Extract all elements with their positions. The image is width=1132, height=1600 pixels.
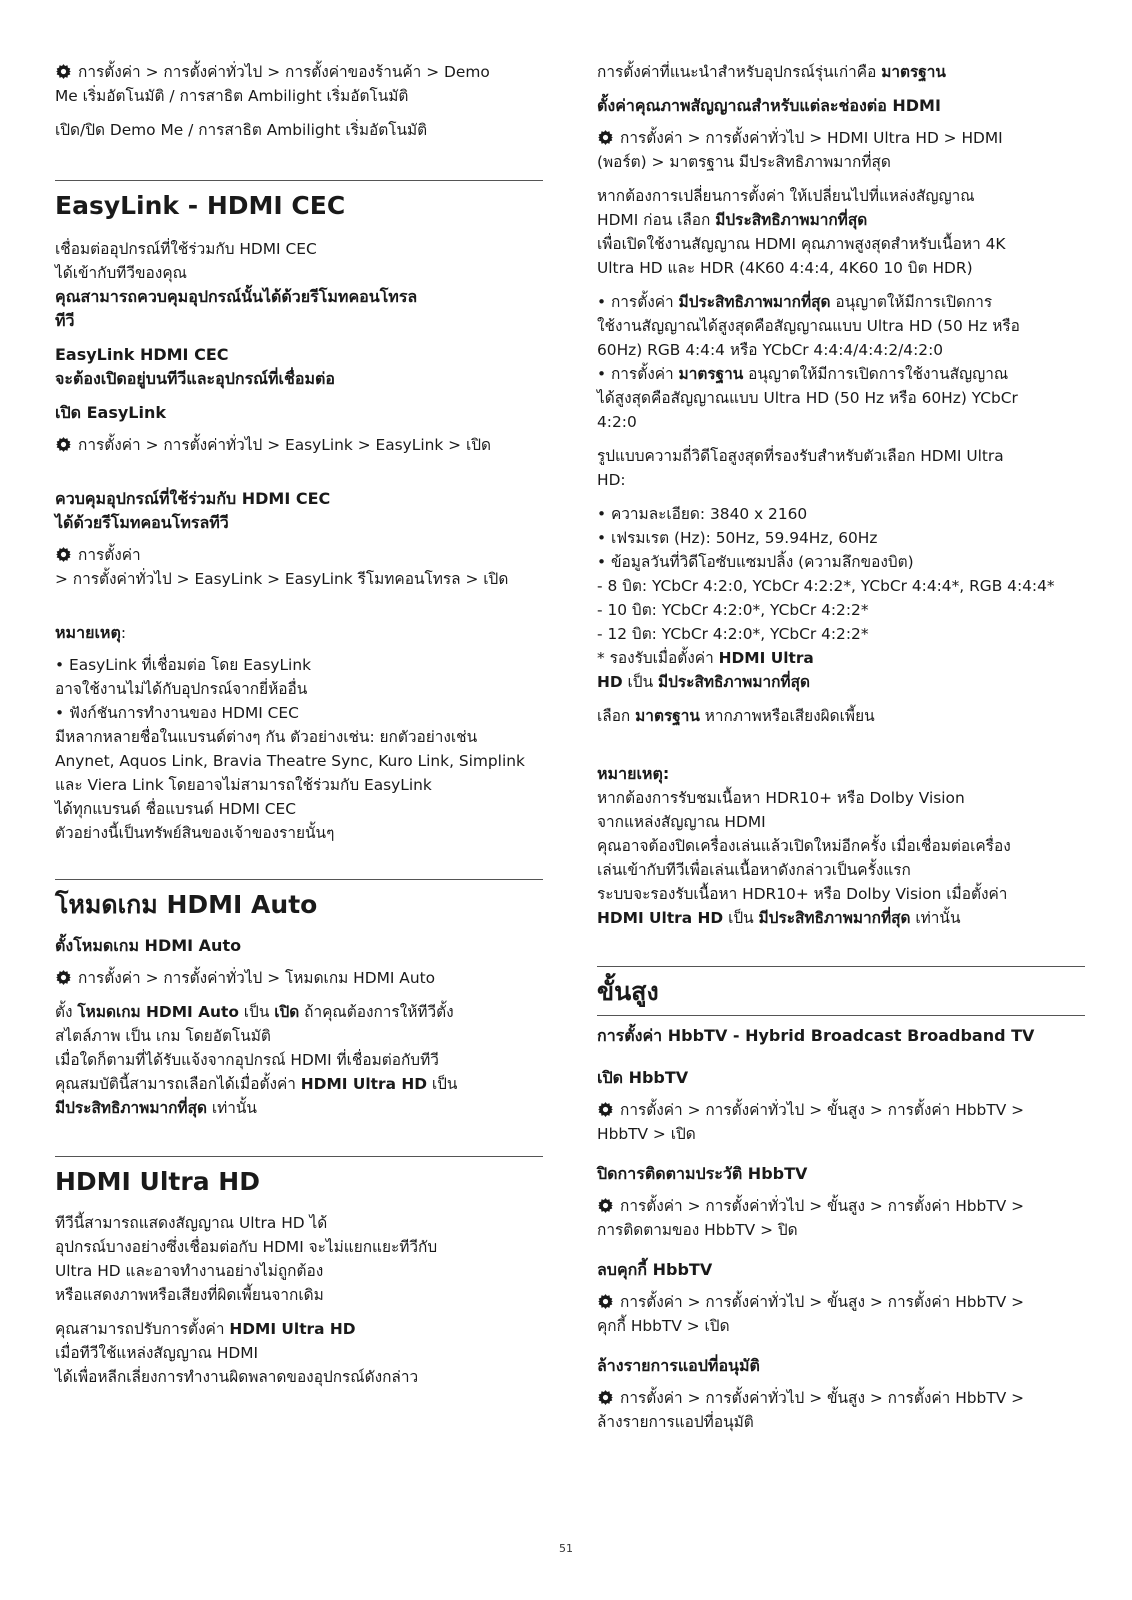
spec-line: - 8 บิต: YCbCr 4:2:0, YCbCr 4:2:2*, YCbCr 4:4:4*, RGB 4:4:4* (597, 577, 1055, 595)
gamemode-path: การตั้งค่า > การตั้งค่าทั่วไป > โหมดเกม HDMI Auto (55, 966, 543, 990)
quality-heading: ตั้งค่าคุณภาพสัญญาณสำหรับแต่ละช่องต่อ HDMI (597, 96, 941, 115)
tracking-path: การตั้งค่า > การตั้งค่าทั่วไป > ขั้นสูง > การตั้งค่า HbbTV > การติดตามของ HbbTV > ปิด (597, 1197, 1025, 1239)
hbbtv-heading: การตั้งค่า HbbTV - Hybrid Broadcast Broadband TV (597, 1026, 1035, 1045)
note-heading: หมายเหตุ: (55, 623, 127, 642)
spec-line: • เฟรมเรต (Hz): 50Hz, 59.94Hz, 60Hz (597, 529, 878, 547)
gamemode-section-title: โหมดเกม HDMI Auto (55, 890, 318, 919)
easylink-on-path: การตั้งค่า > การตั้งค่าทั่วไป > EasyLink > EasyLink > เปิด (55, 433, 543, 457)
note-line: • EasyLink ที่เชื่อมต่อ โดย EasyLink (55, 656, 312, 674)
gamemode-heading: ตั้งโหมดเกม HDMI Auto (55, 936, 242, 955)
advanced-section-title: ขั้นสูง (597, 977, 659, 1006)
easylink-on-heading: เปิด EasyLink (55, 403, 166, 422)
settings-gear-icon (55, 436, 72, 453)
spec-list: • ความละเอียด: 3840 x 2160 • เฟรมเรต (Hz): 50Hz, 59.94Hz, 60Hz • ข้อมูลวันที่วิดีโอซับแซมปลิ้ง (ความลึกของบิต) - 8 บิต: YCbCr 4:2:0, YCbCr 4:2:2*, YCbCr 4:4:4*, RGB 4:4:4* - 10 บิต: YCbCr 4:2:0*, YCbCr 4:2:2* - 12 บิต: YCbCr 4:2:0*, YCbCr 4:2:2* * รองรับเมื่อตั้งค่า HDMI Ultra HD เป็น มีประสิทธิภาพมากที่สุด (597, 502, 1085, 694)
note-list (55, 653, 543, 845)
demo-path: การตั้งค่า > การตั้งค่าทั่วไป > การตั้งค่าของร้านค้า > Demo Me เริ่มอัตโนมัติ / การสาธิต Ambilight เริ่มอัตโนมัติ (55, 63, 490, 105)
choose-standard: เลือก มาตรฐาน หากภาพหรือเสียงผิดเพี้ยน (597, 707, 875, 725)
change-instructions: หากต้องการเปลี่ยนการตั้งค่า ให้เปลี่ยนไปที่แหล่งสัญญาณ HDMI ก่อน เลือก มีประสิทธิภาพมากที่สุด เพื่อเปิดใช้งานสัญญาณ HDMI คุณภาพสูงสุดสำหรับเนื้อหา 4K Ultra HD และ HDR (4K60 4:4:4, 4K60 10 บิต HDR) (597, 187, 1006, 277)
section-divider (597, 966, 1085, 967)
note-line: มีหลากหลายชื่อในแบรนด์ต่างๆ กัน ตัวอย่างเช่น: ยกตัวอย่างเช่น (55, 728, 478, 746)
uhd-description: ทีวีนี้สามารถแสดงสัญญาณ Ultra HD ได้ อุปกรณ์บางอย่างซึ่งเชื่อมต่อกับ HDMI จะไม่แยกแยะทีวีกับ Ultra HD และอาจทำงานอย่างไม่ถูกต้อง หรือแสดงภาพหรือเสียงที่ผิดเพี้ยนจากเดิม (55, 1214, 438, 1304)
spec-line: • ความละเอียด: 3840 x 2160 (597, 505, 808, 523)
uhd-adjust: คุณสามารถปรับการตั้งค่า HDMI Ultra HD เมื่อทีวีใช้แหล่งสัญญาณ HDMI ได้เพื่อหลีกเลี่ยงการทำงานผิดพลาดของอุปกรณ์ดังกล่าว (55, 1320, 419, 1386)
note-line: และ Viera Link โดยอาจไม่สามารถใช้ร่วมกับ EasyLink (55, 776, 432, 794)
note2-heading: หมายเหตุ: (597, 764, 670, 783)
quality-path: การตั้งค่า > การตั้งค่าทั่วไป > HDMI Ultra HD > HDMI (พอร์ต) > มาตรฐาน มีประสิทธิภาพมากที่สุด (597, 129, 1003, 171)
section-divider (55, 879, 543, 880)
note-line: Anynet, Aquos Link, Bravia Theatre Sync, Kuro Link, Simplink (55, 752, 525, 770)
cookie-heading: ลบคุกกี้ HbbTV (597, 1260, 713, 1279)
option-descriptions: • การตั้งค่า มีประสิทธิภาพมากที่สุด อนุญาตให้มีการเปิดการ ใช้งานสัญญาณได้สูงสุดคือสัญญาณแบบ Ultra HD (50 Hz หรือ 60Hz) RGB 4:4:4 หรือ YCbCr 4:4:4/4:4:2/4:2:0 • การตั้งค่า มาตรฐาน อนุญาตให้มีการเปิดการใช้งานสัญญาณ ได้สูงสุดคือสัญญาณแบบ Ultra HD (50 Hz หรือ 60Hz) YCbCr 4:2:0 (597, 293, 1020, 431)
tracking-heading: ปิดการติดตามประวัติ HbbTV (597, 1164, 808, 1183)
uhd-section-title: HDMI Ultra HD (55, 1167, 260, 1196)
clear-apps-path: การตั้งค่า > การตั้งค่าทั่วไป > ขั้นสูง > การตั้งค่า HbbTV > ล้างรายการแอปที่อนุมัติ (597, 1389, 1025, 1431)
spec-line: - 12 บิต: YCbCr 4:2:0*, YCbCr 4:2:2* (597, 625, 869, 643)
remote-path: การตั้งค่า > การตั้งค่าทั่วไป > EasyLink > EasyLink รีโมทคอนโทรล > เปิด (55, 546, 509, 588)
hbbtv-on-heading: เปิด HbbTV (597, 1068, 689, 1087)
supported-formats: รูปแบบความถี่วิดีโอสูงสุดที่รองรับสำหรับตัวเลือก HDMI Ultra HD: (597, 447, 1004, 489)
spec-line: - 10 บิต: YCbCr 4:2:0*, YCbCr 4:2:2* (597, 601, 869, 619)
section-divider (55, 1156, 543, 1157)
cookie-path: การตั้งค่า > การตั้งค่าทั่วไป > ขั้นสูง > การตั้งค่า HbbTV > คุกกี้ HbbTV > เปิด (597, 1293, 1025, 1335)
page-number: 51 (559, 1542, 573, 1555)
gamemode-description: ตั้ง โหมดเกม HDMI Auto เป็น เปิด ถ้าคุณต้องการให้ทีวีตั้ง สไตล์ภาพ เป็น เกม โดยอัตโนมัติ เมื่อใดก็ตามที่ได้รับแจ้งจากอุปกรณ์ HDMI ที่เชื่อมต่อกับทีวี คุณสมบัตินี้สามารถเลือกได้เมื่อตั้งค่า HDMI Ultra HD เป็น มีประสิทธิภาพมากที่สุด เท่านั้น (55, 1003, 458, 1117)
settings-gear-icon (597, 1389, 614, 1406)
settings-gear-icon (597, 1197, 614, 1214)
note-line: ตัวอย่างนี้เป็นทรัพย์สินของเจ้าของรายนั้นๆ (55, 824, 335, 842)
right-column (597, 60, 1085, 1444)
recommended-setting: การตั้งค่าที่แนะนำสำหรับอุปกรณ์รุ่นเก่าคือ มาตรฐาน (597, 63, 946, 81)
section-divider (55, 180, 543, 181)
spec-line: • ข้อมูลวันที่วิดีโอซับแซมปลิ้ง (ความลึกของบิต) (597, 553, 914, 571)
settings-gear-icon (597, 129, 614, 146)
settings-gear-icon (55, 546, 72, 563)
demo-toggle-text: เปิด/ปิด Demo Me / การสาธิต Ambilight เริ่มอัตโนมัติ (55, 121, 428, 139)
subsection-divider (597, 1015, 1085, 1016)
left-column (55, 60, 543, 1399)
remote-heading: ควบคุมอุปกรณ์ที่ใช้ร่วมกับ HDMI CEC ได้ด้วยรีโมทคอนโทรลทีวี (55, 489, 331, 532)
settings-gear-icon (55, 63, 72, 80)
hbbtv-on-path: การตั้งค่า > การตั้งค่าทั่วไป > ขั้นสูง > การตั้งค่า HbbTV > HbbTV > เปิด (597, 1101, 1025, 1143)
note-line: • ฟังก์ชันการทำงานของ HDMI CEC (55, 704, 299, 722)
settings-gear-icon (597, 1293, 614, 1310)
note-line: อาจใช้งานไม่ได้กับอุปกรณ์จากยี่ห้ออื่น (55, 680, 308, 698)
clear-apps-heading: ล้างรายการแอปที่อนุมัติ (597, 1356, 760, 1375)
note2-list: หากต้องการรับชมเนื้อหา HDR10+ หรือ Dolby Vision จากแหล่งสัญญาณ HDMI คุณอาจต้องปิดเครื่องเล่นแล้วเปิดใหม่อีกครั้ง เมื่อเชื่อมต่อเครื่อง เล่นเข้ากับทีวีเพื่อเล่นเนื้อหาดังกล่าวเป็นครั้งแรก ระบบจะรองรับเนื้อหา HDR10+ หรือ Dolby Vision เมื่อตั้งค่า HDMI Ultra HD เป็น มีประสิทธิภาพมากที่สุด เท่านั้น (597, 789, 1011, 927)
easylink-requirement: EasyLink HDMI CEC จะต้องเปิดอยู่บนทีวีและอุปกรณ์ที่เชื่อมต่อ (55, 345, 336, 388)
settings-gear-icon (55, 969, 72, 986)
easylink-section-title: EasyLink - HDMI CEC (55, 191, 346, 220)
settings-gear-icon (597, 1101, 614, 1118)
easylink-intro: เชื่อมต่ออุปกรณ์ที่ใช้ร่วมกับ HDMI CEC ได้เข้ากับทีวีของคุณ คุณสามารถควบคุมอุปกรณ์นั้นได้ด้วยรีโมทคอนโทรล ทีวี (55, 240, 418, 330)
note-line: ได้ทุกแบรนด์ ชื่อแบรนด์ HDMI CEC (55, 800, 296, 818)
